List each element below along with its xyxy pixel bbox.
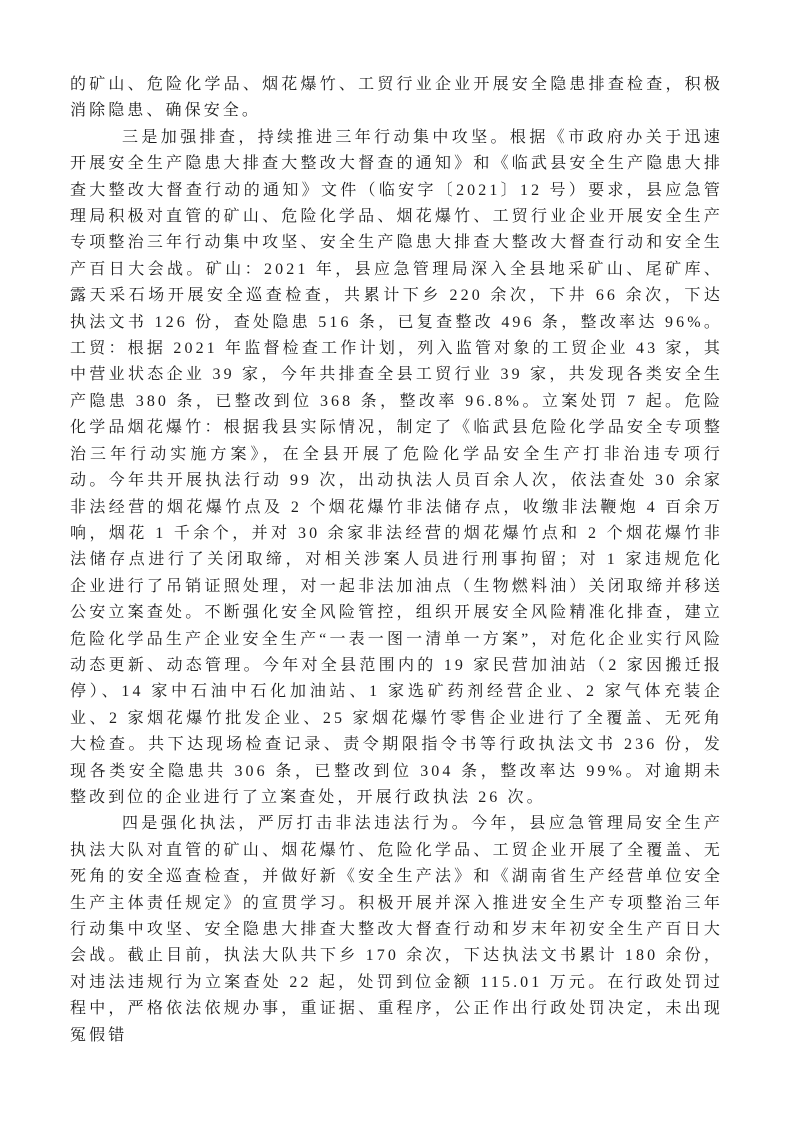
- paragraph-point-four: 四是强化执法，严厉打击非法违法行为。今年，县应急管理局安全生产执法大队对直管的矿山、烟花爆竹、危险化学品、工贸企业开展了全覆盖、无死角的安全巡查检查，并做好新《安全生产法》和《湖南省生产经营单位安全生产主体责任规定》的宣贯学习。积极开展并深入推进安全生产专项整治三年行动集中攻坚、安全隐患大排查大整改大督查行动和岁末年初安全生产百日大会战。截止目前，执法大队共下乡 170 余次，下达执法文书累计 180 余份，对违法违规行为立案查处 22 起，处罚到位金额 115.01 万元。在行政处罚过程中，严格依法依规办事，重证据、重程序，公正作出行政处罚决定，未出现冤假错: [70, 815, 723, 1044]
- paragraph-continuation: 的矿山、危险化学品、烟花爆竹、工贸行业企业开展安全隐患排查检查，积极消除隐患、确保安全。: [70, 76, 723, 120]
- paragraph-point-three: 三是加强排查，持续推进三年行动集中攻坚。根据《市政府办关于迅速开展安全生产隐患大排查大整改大督查的通知》和《临武县安全生产隐患大排查大整改大督查行动的通知》文件（临安字〔2021〕12 号）要求，县应急管理局积极对直管的矿山、危险化学品、烟花爆竹、工贸行业企业开展安全生产专项整治三年行动集中攻坚、安全生产隐患大排查大整改大督查行动和安全生产百日大会战。矿山：2021 年，县应急管理局深入全县地采矿山、尾矿库、露天采石场开展安全巡查检查，共累计下乡 220 余次，下井 66 余次，下达执法文书 126 份，查处隐患 516 条，已复查整改 496 条，整改率达 96%。工贸：根据 2021 年监督检查工作计划，列入监管对象的工贸企业 43 家，其中营业状态企业 39 家，今年共排查全县工贸行业 39 家，共发现各类安全生产隐患 380 条，已整改到位 368 条，整改率 96.8%。立案处罚 7 起。危险化学品烟花爆竹：根据我县实际情况，制定了《临武县危险化学品安全专项整治三年行动实施方案》，在全县开展了危险化学品安全生产打非治违专项行动。今年共开展执法行动 99 次，出动执法人员百余人次，依法查处 30 余家非法经营的烟花爆竹点及 2 个烟花爆竹非法储存点，收缴非法鞭炮 4 百余万响，烟花 1 千余个，并对 30 余家非法经营的烟花爆竹点和 2 个烟花爆竹非法储存点进行了关闭取缔，对相关涉案人员进行刑事拘留；对 1 家违规危化企业进行了吊销证照处理，对一起非法加油点（生物燃料油）关闭取缔并移送公安立案查处。不断强化安全风险管控，组织开展安全风险精准化排查，建立危险化学品生产企业安全生产“一表一图一清单一方案”，对危化企业实行风险动态更新、动态管理。今年对全县范围内的 19 家民营加油站（2 家因搬迁报停）、14 家中石油中石化加油站、1 家选矿药剂经营企业、2 家气体充装企业、2 家烟花爆竹批发企业、25 家烟花爆竹零售企业进行了全覆盖、无死角大检查。共下达现场检查记录、责令期限指令书等行政执法文书 236 份，发现各类安全隐患共 306 条，已整改到位 304 条，整改率达 99%。对逾期未整改到位的企业进行了立案查处，开展行政执法 26 次。: [70, 128, 723, 806]
- document-text-block: [70, 72, 723, 1049]
